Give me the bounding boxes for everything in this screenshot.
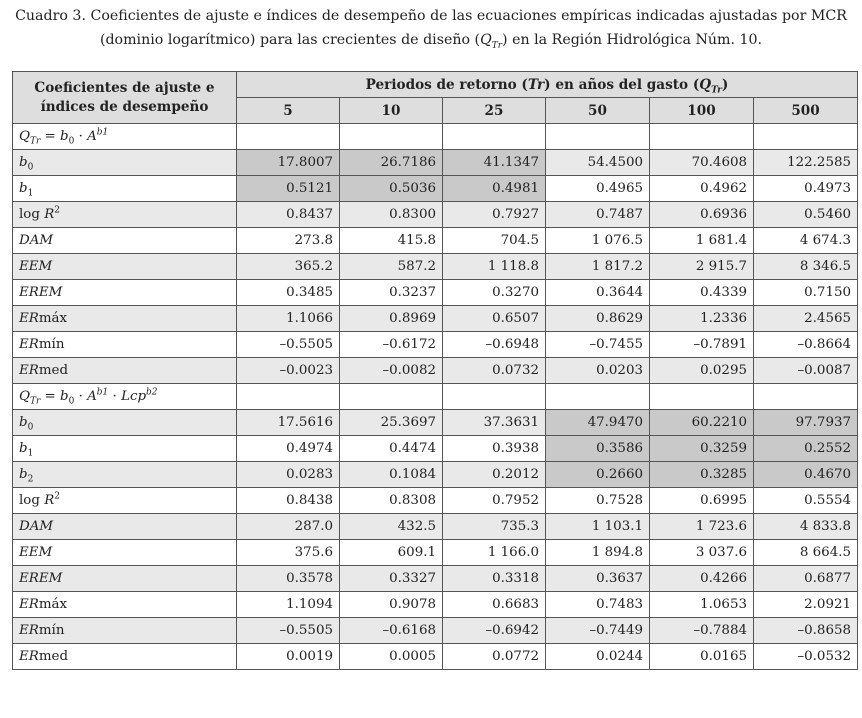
row-label: $b_1$ xyxy=(13,176,237,202)
table-row xyxy=(13,592,858,618)
table-cell: –0.5505 xyxy=(237,332,340,358)
row-label: $b_1$ xyxy=(13,436,237,462)
table-cell: 0.0295 xyxy=(650,358,754,384)
table-cell: 0.4670 xyxy=(754,462,858,488)
table-cell: 0.2552 xyxy=(754,436,858,462)
table-cell: 0.3586 xyxy=(546,436,650,462)
table-cell: 0.4266 xyxy=(650,566,754,592)
table-cell: 704.5 xyxy=(443,228,546,254)
table-cell: 0.7483 xyxy=(546,592,650,618)
table-cell: –0.7455 xyxy=(546,332,650,358)
table-cell: 587.2 xyxy=(340,254,443,280)
table-cell: 1 894.8 xyxy=(546,540,650,566)
table-cell: 8 346.5 xyxy=(754,254,858,280)
table-cell: 0.8629 xyxy=(546,306,650,332)
row-label: EREM xyxy=(13,280,237,306)
equation-2: $Q_{Tr} = b_0 \cdot A^{b1} \cdot Lcp^{b2}$ xyxy=(13,384,237,410)
table-row xyxy=(13,332,858,358)
table-cell: 3 037.6 xyxy=(650,540,754,566)
row-label: $\log R^2$ xyxy=(13,488,237,514)
table-cell: 17.8007 xyxy=(237,150,340,176)
table-cell: 1 076.5 xyxy=(546,228,650,254)
table-cell: 1 118.8 xyxy=(443,254,546,280)
table-cell: 1.0653 xyxy=(650,592,754,618)
table-cell: 60.2210 xyxy=(650,410,754,436)
coefficients-table xyxy=(12,71,858,670)
table-cell: 70.4608 xyxy=(650,150,754,176)
table-cell: 0.4965 xyxy=(546,176,650,202)
table-cell: –0.0082 xyxy=(340,358,443,384)
table-cell: –0.0532 xyxy=(754,644,858,670)
table-cell: 0.5554 xyxy=(754,488,858,514)
table-row xyxy=(13,280,858,306)
table-cell: –0.7891 xyxy=(650,332,754,358)
table-cell: 735.3 xyxy=(443,514,546,540)
table-cell: 0.9078 xyxy=(340,592,443,618)
table-cell: –0.7449 xyxy=(546,618,650,644)
table-cell: –0.8658 xyxy=(754,618,858,644)
table-cell: 0.7150 xyxy=(754,280,858,306)
table-cell: 0.8300 xyxy=(340,202,443,228)
table-cell: 8 664.5 xyxy=(754,540,858,566)
table-cell: 17.5616 xyxy=(237,410,340,436)
table-cell: 0.4974 xyxy=(237,436,340,462)
row-label: $b_0$ xyxy=(13,150,237,176)
table-cell: 1.1066 xyxy=(237,306,340,332)
table-cell: 609.1 xyxy=(340,540,443,566)
year-header-5: 5 xyxy=(237,98,340,124)
table-cell: 0.0772 xyxy=(443,644,546,670)
equation-1: $Q_{Tr} = b_0 \cdot A^{b1}$ xyxy=(13,124,237,150)
row-label: ERmín xyxy=(13,618,237,644)
row-label: ERmín xyxy=(13,332,237,358)
table-cell: 1.2336 xyxy=(650,306,754,332)
table-row xyxy=(13,462,858,488)
table-cell: 0.1084 xyxy=(340,462,443,488)
table-cell: –0.6942 xyxy=(443,618,546,644)
table-cell: 0.0244 xyxy=(546,644,650,670)
row-label: EEM xyxy=(13,254,237,280)
row-label: ERmed xyxy=(13,358,237,384)
row-label: ERmed xyxy=(13,644,237,670)
table-cell: 287.0 xyxy=(237,514,340,540)
section-1-header xyxy=(13,124,858,150)
table-row xyxy=(13,644,858,670)
table-cell: 1 166.0 xyxy=(443,540,546,566)
table-cell: 0.3938 xyxy=(443,436,546,462)
table-row xyxy=(13,488,858,514)
table-cell: 0.2012 xyxy=(443,462,546,488)
table-cell: 0.4962 xyxy=(650,176,754,202)
table-cell: 0.6683 xyxy=(443,592,546,618)
table-cell: 37.3631 xyxy=(443,410,546,436)
table-cell: 0.3644 xyxy=(546,280,650,306)
row-label: ERmáx xyxy=(13,592,237,618)
table-cell: 0.2660 xyxy=(546,462,650,488)
table-cell: 1 817.2 xyxy=(546,254,650,280)
table-cell: 0.3237 xyxy=(340,280,443,306)
table-row xyxy=(13,514,858,540)
row-label: EREM xyxy=(13,566,237,592)
table-row xyxy=(13,540,858,566)
table-row xyxy=(13,228,858,254)
table-cell: 0.3270 xyxy=(443,280,546,306)
table-cell: 0.0203 xyxy=(546,358,650,384)
row-label: $b_0$ xyxy=(13,410,237,436)
table-cell: 0.0019 xyxy=(237,644,340,670)
table-cell: –0.0023 xyxy=(237,358,340,384)
table-cell: 1 681.4 xyxy=(650,228,754,254)
table-cell: 365.2 xyxy=(237,254,340,280)
table-cell: 0.4474 xyxy=(340,436,443,462)
table-cell: 0.3259 xyxy=(650,436,754,462)
table-row xyxy=(13,618,858,644)
table-cell: 0.8437 xyxy=(237,202,340,228)
table-cell: 0.5036 xyxy=(340,176,443,202)
row-label: DAM xyxy=(13,228,237,254)
table-cell: 0.3485 xyxy=(237,280,340,306)
table-row xyxy=(13,358,858,384)
table-cell: 26.7186 xyxy=(340,150,443,176)
table-row xyxy=(13,176,858,202)
table-cell: 0.6877 xyxy=(754,566,858,592)
table-cell: 0.4981 xyxy=(443,176,546,202)
table-cell: 25.3697 xyxy=(340,410,443,436)
year-header-100: 100 xyxy=(650,98,754,124)
table-cell: 375.6 xyxy=(237,540,340,566)
table-cell: 0.3327 xyxy=(340,566,443,592)
table-cell: –0.7884 xyxy=(650,618,754,644)
table-cell: 0.0283 xyxy=(237,462,340,488)
table-cell: 273.8 xyxy=(237,228,340,254)
row-label: $b_2$ xyxy=(13,462,237,488)
table-cell: –0.5505 xyxy=(237,618,340,644)
table-cell: 0.8438 xyxy=(237,488,340,514)
year-header-10: 10 xyxy=(340,98,443,124)
table-cell: 1.1094 xyxy=(237,592,340,618)
table-row xyxy=(13,254,858,280)
table-caption xyxy=(0,4,862,52)
table-cell: 0.7487 xyxy=(546,202,650,228)
table-cell: 0.5121 xyxy=(237,176,340,202)
row-label: $\log R^2$ xyxy=(13,202,237,228)
table-cell: 0.3285 xyxy=(650,462,754,488)
table-cell: 97.7937 xyxy=(754,410,858,436)
year-header-50: 50 xyxy=(546,98,650,124)
caption-line-1: Cuadro 3. Coeficientes de ajuste e índices de desempeño de las ecuaciones empíricas indicadas ajustadas por MCR xyxy=(15,8,847,24)
row-label: ERmáx xyxy=(13,306,237,332)
table-cell: –0.0087 xyxy=(754,358,858,384)
table-row xyxy=(13,202,858,228)
table-cell: 122.2585 xyxy=(754,150,858,176)
table-cell: –0.8664 xyxy=(754,332,858,358)
table-row xyxy=(13,150,858,176)
table-cell: 0.6995 xyxy=(650,488,754,514)
year-header-500: 500 xyxy=(754,98,858,124)
table-cell: 2.4565 xyxy=(754,306,858,332)
corner-header: Coeficientes de ajuste e índices de desempeño xyxy=(13,72,237,124)
table-row xyxy=(13,306,858,332)
table-cell: 2 915.7 xyxy=(650,254,754,280)
caption-line-2: (dominio logarítmico) para las crecientes de diseño $(Q_{Tr})$ en la Región Hidrológica Núm. 10. xyxy=(99,32,763,51)
periods-header: Periodos de retorno (Tr) en años del gasto $(Q_{Tr})$ xyxy=(237,72,858,98)
table-cell: 47.9470 xyxy=(546,410,650,436)
table-cell: 0.0732 xyxy=(443,358,546,384)
table-cell: 0.7528 xyxy=(546,488,650,514)
table-cell: 0.4339 xyxy=(650,280,754,306)
table-cell: 0.3318 xyxy=(443,566,546,592)
table-row xyxy=(13,410,858,436)
table-cell: 1 103.1 xyxy=(546,514,650,540)
table-cell: 0.6936 xyxy=(650,202,754,228)
table-cell: 0.0005 xyxy=(340,644,443,670)
table-cell: 0.3578 xyxy=(237,566,340,592)
table-cell: 1 723.6 xyxy=(650,514,754,540)
table-cell: 4 674.3 xyxy=(754,228,858,254)
table-cell: 0.7927 xyxy=(443,202,546,228)
table-cell: 0.3637 xyxy=(546,566,650,592)
table-cell: –0.6948 xyxy=(443,332,546,358)
table-cell: 41.1347 xyxy=(443,150,546,176)
table-cell: 0.6507 xyxy=(443,306,546,332)
table-cell: 0.5460 xyxy=(754,202,858,228)
table-cell: 415.8 xyxy=(340,228,443,254)
table-cell: 0.4973 xyxy=(754,176,858,202)
table-row xyxy=(13,566,858,592)
row-label: EEM xyxy=(13,540,237,566)
row-label: DAM xyxy=(13,514,237,540)
section-2-header xyxy=(13,384,858,410)
table-cell: 4 833.8 xyxy=(754,514,858,540)
table-cell: 2.0921 xyxy=(754,592,858,618)
table-cell: –0.6168 xyxy=(340,618,443,644)
table-cell: –0.6172 xyxy=(340,332,443,358)
table-cell: 0.8308 xyxy=(340,488,443,514)
table-cell: 0.8969 xyxy=(340,306,443,332)
table-cell: 0.0165 xyxy=(650,644,754,670)
table-row xyxy=(13,436,858,462)
table-cell: 0.7952 xyxy=(443,488,546,514)
year-header-25: 25 xyxy=(443,98,546,124)
table-cell: 432.5 xyxy=(340,514,443,540)
table-cell: 54.4500 xyxy=(546,150,650,176)
